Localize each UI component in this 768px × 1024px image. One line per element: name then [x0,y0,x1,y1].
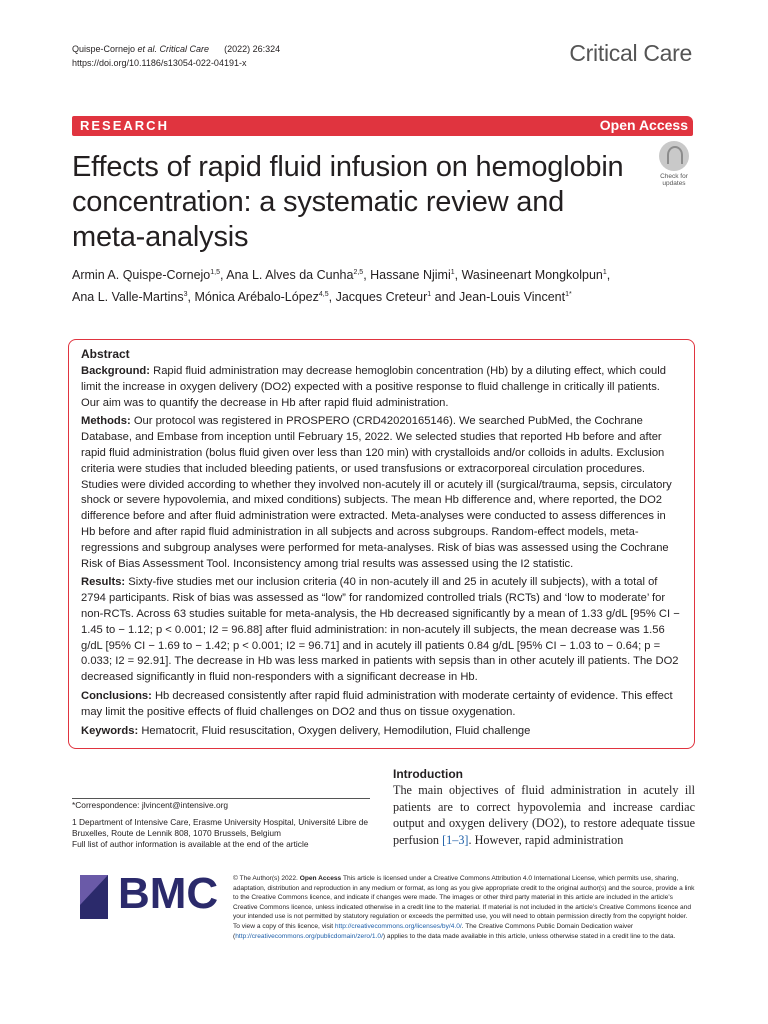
author-name[interactable]: Jean-Louis Vincent [459,290,566,305]
intro-text-after: . However, rapid administration [468,832,624,847]
intro-text-before: The main objectives of fluid administration in acutely ill patients are to correct hypovolemia and increase cardiac output and oxygen delivery (DO2), to restore adequate tissue perfusion [393,783,695,847]
author-name[interactable]: Mónica Arébalo-López [194,290,319,305]
abstract-heading: Abstract [81,347,130,361]
author-affiliation: 3 [183,291,188,299]
section-label: RESEARCH [80,118,169,133]
author-name[interactable]: Ana L. Alves da Cunha [226,268,354,283]
author-info-note: Full list of author information is available at the end of the article [72,839,309,849]
citation-line [72,42,280,56]
affiliation-note: 1 Department of Intensive Care, Erasme University Hospital, Université Libre de Bruxelles, Route de Lennik 808, 1070 Brussels, Belgium [72,817,369,838]
abstract-methods [81,414,681,572]
license-part: © The Author(s) 2022. [233,875,300,882]
citation-link[interactable]: [1–3] [442,832,469,847]
author-list: Armin A. Quispe-Cornejo$^{1,5}$, Ana L. Alves da Cunha$^{2,5}$, Hassane Njimi$^1$, Wasineenart Mongkolpun$^1$, Ana L. Valle-Martins$^3$, Mónica Arébalo-López$^{4,5}$, Jacques Creteur$^1$ and Jean-Louis Vincent$^{1*}$ [72,268,611,305]
author-affiliation: 1 [427,291,432,299]
author-affiliation: 1 [450,269,455,276]
author-name[interactable]: Hassane Njimi [370,268,451,283]
abstract-content [81,346,681,742]
license-part: This article is licensed under a Creative Commons Attribution 4.0 International License, which permits use, sharing, adaptation, distribution and reproduction in any medium or format, as long as you give appropriate credit to the original author(s) and the source, provide a link to the Creative Commons licence, and indicate if changes were made. The images or other third party material in this article are included in the article’s Creative Commons licence, unless indicated otherwise in a credit line to the material. If material is not included in the article’s Creative Commons licence and your intended use is not permitted by statutory regulation or exceeds the permitted use, you will need to obtain permission directly from the copyright holder. To view a copy of this licence, visit [233,875,695,930]
bmc-logo [80,869,220,923]
author-affiliation: 1* [565,291,572,299]
methods-label: Methods: [81,415,131,428]
running-header [72,42,280,70]
bmc-logo-text: BMC [118,869,219,918]
license-text [233,874,695,941]
author-affiliation: 2,5 [353,269,364,276]
abstract-background [81,364,681,411]
journal-name: Critical Care [569,40,692,66]
keywords-text: Hematocrit, Fluid resuscitation, Oxygen delivery, Hemodilution, Fluid challenge [141,724,531,737]
journal-italic: et al. Critical Care [137,44,210,54]
background-text: Rapid fluid administration may decrease hemoglobin concentration (Hb) by a diluting effect, which could limit the increase in oxygen delivery (DO2) expected with a positive response to fluid challenge in critically ill patients. Our aim was to quantify the decrease in Hb after rapid fluid administration. [81,365,666,409]
correspondence[interactable]: *Correspondence: jlvincent@intensive.org [72,800,229,810]
author-affiliation: 1 [602,269,607,276]
license-link-by[interactable]: http://creativecommons.org/licenses/by/4.0/ [334,922,462,930]
year-volume: (2022) 26:324 [224,44,281,54]
license-part: ) applies to the data made available in this article, unless otherwise stated in a credit line to the data. [382,932,676,940]
conclusions-label: Conclusions: [81,689,152,702]
author-affiliation: 1,5 [210,269,220,276]
bmc-logo-icon [80,875,108,919]
author-name[interactable]: Armin A. Quispe-Cornejo [72,268,211,283]
results-label: Results: [81,576,126,589]
introduction-heading: Introduction [393,767,463,781]
keywords-label: Keywords: [81,724,139,737]
author-name[interactable]: Wasineenart Mongkolpun [461,268,603,283]
methods-text: Our protocol was registered in PROSPERO (CRD42020165146). We searched PubMed, the Cochrane Database, and Embase from inception until February 15, 2022. We selected studies that reported Hb before and after rapid fluid administration (bolus fluid given over less than 120 min) with crystalloids and/or colloids in adults. Exclusion criteria were studies that included bleeding patients, or used transfusions or extracorporeal circulation procedures. Studies were divided according to whether they involved non-acutely ill or acutely ill (surgical/trauma, sepsis, circulatory shock or severe hypovolemia, and mixed conditions) subjects. The mean Hb difference and, where reported, the DO2 difference before and after fluid administration were extracted. Meta-analyses were conducted to assess differences in Hb before and after rapid fluid administration in all subjects and across subgroups. Random-effect models, meta-regressions and subgroup analyses were performed for meta-analyses. Risk of bias was assessed using the Cochrane Risk of Bias Assessment Tool. Inconsistency among trial results was assessed using the I2 statistic. [81,415,672,570]
check-updates-label: Check for updates [660,173,688,187]
abstract-box [68,339,695,749]
introduction-text [393,782,695,848]
abstract-results [81,575,681,686]
footnote-divider [72,798,370,799]
abstract-keywords [81,724,681,740]
check-updates-icon [659,141,689,171]
article-title: Effects of rapid fluid infusion on hemoglobin concentration: a systematic review and meta-analysis [72,151,624,253]
author-name[interactable]: Jacques Creteur [335,290,428,305]
author-affiliation: 4,5 [318,291,329,299]
results-text: Sixty-five studies met our inclusion criteria (40 in non-acutely ill and 25 in acutely ill subjects), with a total of 2794 participants. Risk of bias was assessed as “low” for randomized controlled trials (RCTs) and ‘low to moderate’ for non-RCTs. Across 63 studies suitable for meta-analysis, the Hb decreased significantly by a mean of 1.33 g/dL [95% CI − 1.45 to − 1.12; p < 0.001; I2 = 96.88] after fluid administration: in non-acutely ill subjects, the mean decrease was 1.56 g/dL [95% CI − 1.69 to − 1.42; p < 0.001; I2 = 96.71] and in acutely ill patients 0.84 g/dL [95% CI − 1.03 to − 0.64; p = 0.033; I2 = 92.91]. The decrease in Hb was less marked in patients with sepsis than in other acutely ill patients. The DO2 decreased significantly in fluid non-responders with a significant decrease in Hb. [81,576,680,684]
abstract-conclusions [81,689,681,721]
author-short: Quispe-Cornejo [72,44,138,54]
license-link-zero[interactable]: http://creativecommons.org/publicdomain/zero/1.0/ [235,932,383,940]
research-banner [72,116,693,136]
license-part: . The Creative Commons Public Domain Dedication waiver ( [233,922,634,940]
license-open-access: Open Access [299,875,342,882]
check-for-updates-button[interactable] [654,141,694,187]
background-label: Background: [81,365,150,377]
author-name[interactable]: Ana L. Valle-Martins [72,290,184,305]
open-access-label: Open Access [599,117,688,133]
doi-link[interactable]: https://doi.org/10.1186/s13054-022-04191-x [72,58,247,68]
footnotes [72,800,372,850]
conclusions-text: Hb decreased consistently after rapid fluid administration with moderate certainty of evidence. This effect may limit the positive effects of fluid challenges on DO2 and thus on tissue oxygenation. [81,689,673,718]
